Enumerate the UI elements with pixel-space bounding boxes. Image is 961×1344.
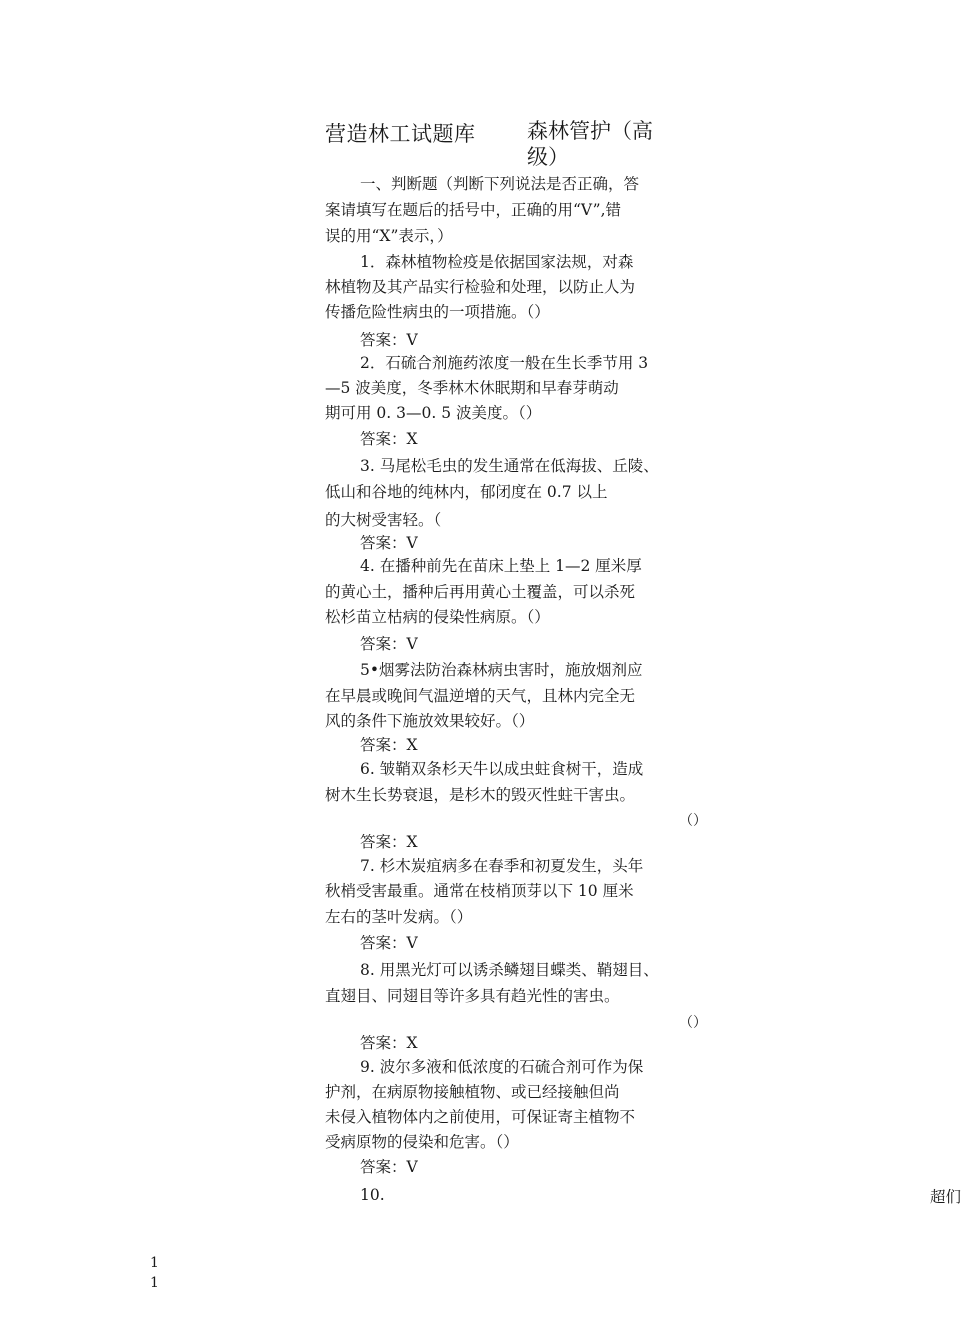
question-2: 2．石硫合剂施药浓度一般在生长季节用 3 [360,354,649,372]
question-6: 6. 皱鞘双条杉天牛以成虫蛀食树干，造成 [360,760,644,778]
answer-blank: （） [679,813,707,829]
text-line: 松杉苗立枯病的侵染性病原。（） [325,608,550,626]
text-line: 低山和谷地的纯林内，郁闭度在 0.7 以上 [325,483,608,501]
answer-6: 答案：X [360,833,418,851]
answer-9: 答案：V [360,1158,418,1176]
question-7: 7. 杉木炭疽病多在春季和初夏发生，头年 [360,857,644,875]
overflow-text: 超们 [930,1188,961,1206]
answer-3: 答案：V [360,534,418,552]
answer-1: 答案：V [360,331,418,349]
text-line: 直翅目、同翅目等许多具有趋光性的害虫。 [325,987,620,1005]
question-3: 3. 马尾松毛虫的发生通常在低海拔、丘陵、 [360,457,659,475]
question-1: 1．森林植物检疫是依据国家法规，对森 [360,253,634,271]
text-line: 左右的茎叶发病。（） [325,908,473,926]
answer-blank: （） [679,1015,707,1031]
question-5: 5•烟雾法防治森林病虫害时，施放烟剂应 [360,661,643,679]
text-line: 的黄心土，播种后再用黄心土覆盖，可以杀死 [325,583,636,601]
text-line: 在早晨或晚间气温逆增的天气，且林内完全无 [325,687,636,705]
text-line: 树木生长势衰退，是杉木的毁灭性蛀干害虫。 [325,786,636,804]
answer-7: 答案：V [360,934,418,952]
text-line: 期可用 0. 3—0. 5 波美度。（） [325,404,542,422]
question-4: 4. 在播种前先在苗床上垫上 1—2 厘米厚 [360,557,642,575]
question-8: 8. 用黑光灯可以诱杀鳞翅目蝶类、鞘翅目、 [360,961,659,979]
page-title: 营造林工试题库 [325,122,476,146]
question-9: 9. 波尔多液和低浓度的石硫合剂可作为保 [360,1058,644,1076]
text-line: 误的用“X”表示，） [325,227,453,245]
text-line: 案请填写在题后的括号中，正确的用“V”,错 [325,201,622,219]
page-subtitle: 森林管护（高级） [527,119,653,169]
answer-2: 答案：X [360,430,418,448]
answer-4: 答案：V [360,635,418,653]
text-line: 护剂，在病原物接触植物、或已经接触但尚 [325,1083,620,1101]
answer-5: 答案：X [360,736,418,754]
question-10: 10. [360,1186,385,1204]
text-line: 风的条件下施放效果较好。（） [325,712,535,730]
text-line: 的大树受害轻。（ [325,511,442,529]
text-line: 林植物及其产品实行检验和处理，以防止人为 [325,278,636,296]
text-line: 秋梢受害最重。通常在枝梢顶芽以下 10 厘米 [325,882,634,900]
text-line: 受病原物的侵染和危害。（） [325,1133,519,1151]
page-number: 1 [150,1275,159,1291]
text-line: 未侵入植物体内之前使用，可保证寄主植物不 [325,1108,636,1126]
section-heading: 一、判断题（判断下列说法是否正确，答 [360,175,640,193]
text-line: —5 波美度，冬季林木休眠期和早春芽萌动 [325,379,619,397]
text-line: 传播危险性病虫的一项措施。（） [325,303,550,321]
page-number: 1 [150,1255,159,1271]
answer-8: 答案：X [360,1034,418,1052]
